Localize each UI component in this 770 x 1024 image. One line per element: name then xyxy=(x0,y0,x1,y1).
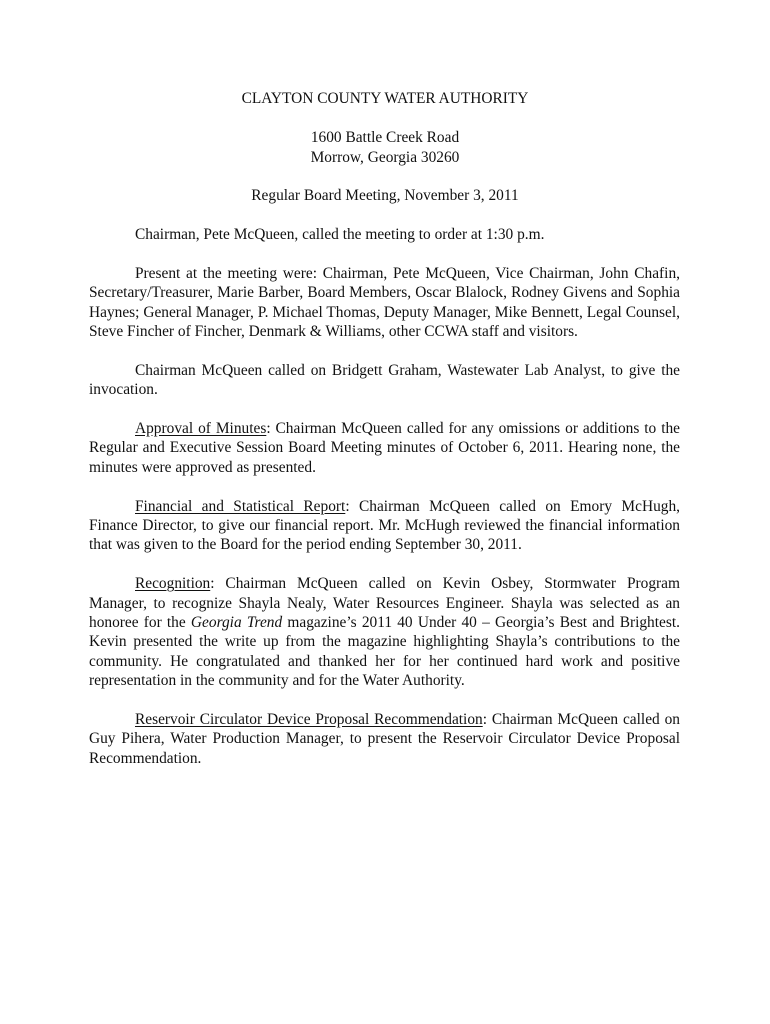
reservoir-paragraph xyxy=(89,710,680,768)
call-to-order-paragraph: Chairman, Pete McQueen, called the meeting to order at 1:30 p.m. xyxy=(135,226,545,243)
address-line-2: Morrow, Georgia 30260 xyxy=(310,149,460,166)
financial-report-text: : Chairman McQueen called on Emory McHugh, Finance Director, to give our financial report. Mr. McHugh reviewed the financial information that was given to the Board for the period ending September 30, 2011. xyxy=(89,497,680,554)
minutes-body xyxy=(89,225,680,788)
minutes-approval-heading: Approval of Minutes xyxy=(135,420,267,438)
recognition-paragraph xyxy=(89,574,680,690)
minutes-approval-paragraph xyxy=(89,419,680,477)
organization-title: CLAYTON COUNTY WATER AUTHORITY xyxy=(241,90,529,107)
financial-report-heading: Financial and Statistical Report xyxy=(135,497,346,515)
invocation-paragraph: Chairman McQueen called on Bridgett Graham, Wastewater Lab Analyst, to give the invocation. xyxy=(89,361,680,399)
address-line-1: 1600 Battle Creek Road xyxy=(310,129,460,146)
minutes-approval-text: : Chairman McQueen called for any omissions or additions to the Regular and Executive Session Board Meeting minutes of October 6, 2011. Hearing none, the minutes were approved as presented. xyxy=(89,420,681,476)
financial-report-paragraph xyxy=(89,497,680,555)
magazine-title: Georgia Trend xyxy=(190,614,283,632)
recognition-text-a: : Chairman McQueen called on Kevin Osbey, Stormwater Program Manager, to recognize Shayla Nealy, Water Resources Engineer. Shayla was selected as an honoree for the xyxy=(89,575,680,632)
reservoir-text: : Chairman McQueen called on Guy Pihera, Water Production Manager, to present the Reservoir Circulator Device Proposal Recommendation. xyxy=(89,711,680,767)
recognition-heading: Recognition xyxy=(135,575,211,593)
reservoir-heading: Reservoir Circulator Device Proposal Recommendation xyxy=(135,711,483,729)
meeting-title: Regular Board Meeting, November 3, 2011 xyxy=(251,187,519,204)
recognition-text-b: magazine’s 2011 40 Under 40 – Georgia’s Best and Brightest. Kevin presented the write up from the magazine highlighting Shayla’s contributions to the community. He congratulated and thanked her for her continued hard work and positive representation in the community and for the Water Authority. xyxy=(89,614,680,690)
attendance-paragraph: Present at the meeting were: Chairman, Pete McQueen, Vice Chairman, John Chafin, Secretary/Treasurer, Marie Barber, Board Members, Oscar Blalock, Rodney Givens and Sophia Haynes; General Manager, P. Michael Thomas, Deputy Manager, Mike Bennett, Legal Counsel, Steve Fincher of Fincher, Denmark & Williams, other CCWA staff and visitors. xyxy=(89,264,680,341)
